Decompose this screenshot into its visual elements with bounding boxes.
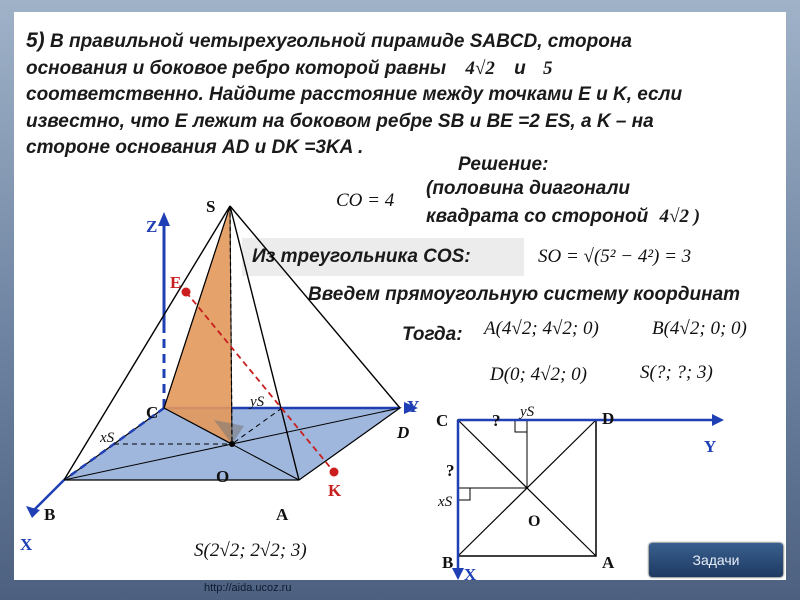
problem-line-5: стороне основания AD и DK =3KA .	[26, 137, 364, 158]
square-label-b: B	[442, 553, 454, 572]
coord-system-text: Введем прямоугольную систему координат	[308, 284, 741, 305]
label-o: O	[216, 467, 230, 486]
tasks-button[interactable]: Задачи	[649, 543, 783, 577]
point-s-unknown: S(?; ?; 3)	[640, 362, 713, 383]
problem-line-1: В правильной четырехугольной пирамиде SABCD, сторона	[49, 31, 632, 52]
side-value: 4√2	[465, 57, 495, 79]
point-o	[229, 441, 235, 447]
problem-text	[26, 28, 786, 162]
label-e: E	[170, 273, 182, 292]
square-label-q-top: ?	[492, 411, 501, 430]
note-side-value: 4√2 )	[659, 206, 701, 227]
label-c: C	[146, 403, 159, 422]
edge-value: 5	[543, 57, 553, 79]
square-label-a: A	[602, 553, 615, 572]
problem-line-4: известно, что E лежит на боковом ребре SB и BE =2 ES, а K – на	[26, 110, 654, 132]
label-xs: xS	[100, 430, 115, 446]
co-formula: CO = 4	[336, 190, 395, 211]
point-d-coords: D(0; 4√2; 0)	[490, 364, 587, 385]
square-label-o: O	[528, 513, 541, 530]
point-k	[330, 468, 339, 477]
slide	[14, 12, 786, 580]
problem-and: и	[514, 57, 526, 79]
point-b-coords: B(4√2; 0; 0)	[652, 318, 747, 339]
triangle-cos	[164, 206, 232, 444]
point-e	[182, 288, 191, 297]
label-z: Z	[146, 217, 158, 236]
square-label-ys: yS	[520, 404, 535, 420]
label-y: Y	[407, 397, 420, 416]
square-label-c: C	[436, 411, 449, 430]
label-s: S	[206, 197, 216, 216]
square-label-x: X	[464, 565, 477, 580]
square-label-xs: xS	[438, 494, 453, 510]
then-label: Тогда:	[402, 324, 463, 345]
triangle-cos-label: Из треугольника COS:	[242, 238, 524, 276]
problem-number: 5)	[26, 29, 45, 52]
point-a-coords: A(4√2; 4√2; 0)	[484, 318, 599, 339]
square-axis-x-arrow	[452, 568, 464, 580]
problem-line-3: соответственно. Найдите расстояние между точками E и K, если	[26, 84, 683, 105]
so-formula: SO = √(5² − 4²) = 3	[538, 246, 692, 267]
problem-line-2: основания и боковое ребро которой равны	[26, 57, 447, 79]
source-url: http://aida.ucoz.ru	[204, 582, 292, 594]
label-k: K	[328, 481, 342, 500]
label-b: B	[44, 505, 56, 524]
axis-z-arrow	[158, 212, 170, 226]
label-x: X	[20, 535, 33, 552]
point-s-answer: S(2√2; 2√2; 3)	[194, 540, 307, 561]
note-line-2: квадрата со стороной	[426, 206, 649, 227]
solution-heading: Решение:	[458, 154, 549, 175]
square-axis-y-arrow	[712, 414, 724, 426]
pyramid-diagram	[14, 182, 424, 552]
label-a: A	[276, 505, 289, 524]
note-line-1: (половина диагонали	[426, 178, 631, 199]
square-label-y: Y	[704, 437, 717, 456]
square-label-q-left: ?	[446, 461, 455, 480]
label-d: D	[397, 423, 410, 442]
square-label-d: D	[602, 409, 615, 428]
label-ys: yS	[250, 394, 265, 410]
